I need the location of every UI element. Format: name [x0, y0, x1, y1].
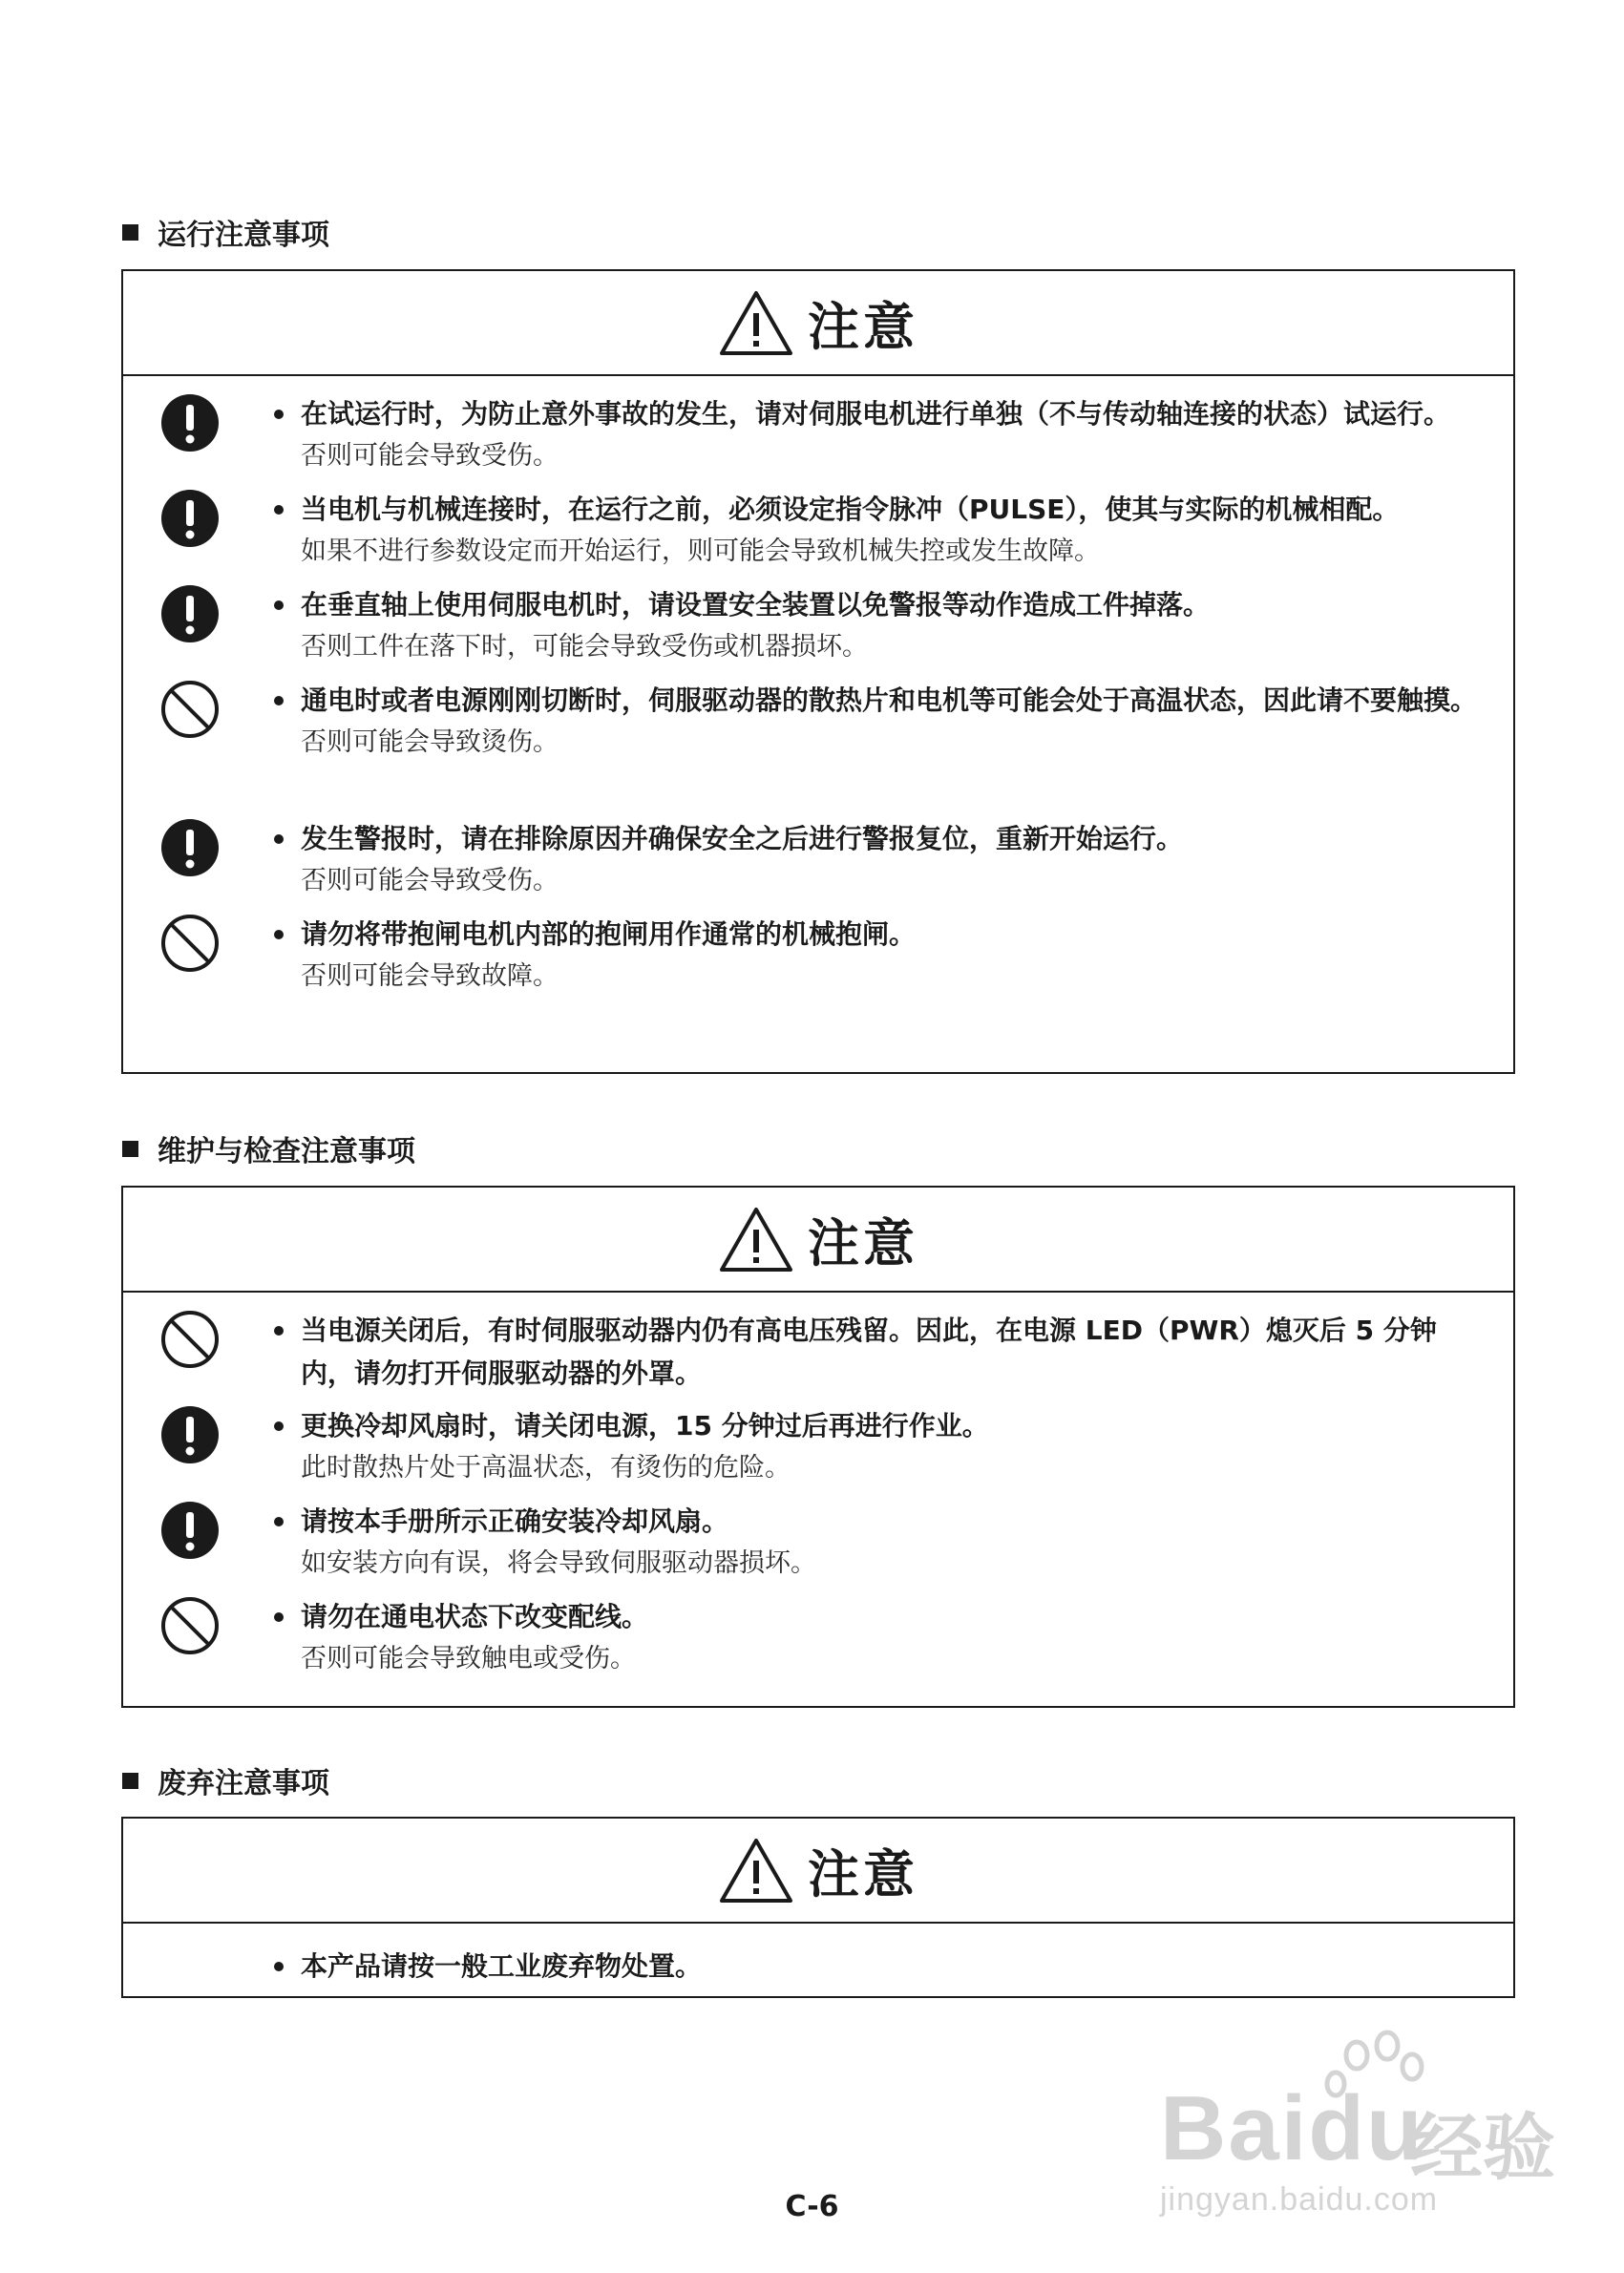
section-heading-operation	[122, 213, 329, 251]
caution-box-operation	[121, 269, 1515, 1074]
bullet-icon	[274, 1612, 284, 1622]
list-item	[123, 1404, 1513, 1490]
list-item	[123, 1309, 1513, 1395]
section-heading-text: 运行注意事项	[158, 219, 329, 252]
item-main-text: 当电机与机械连接时，在运行之前，必须设定指令脉冲（PULSE），使其与实际的机械相配。	[301, 494, 1400, 525]
item-main-text: 发生警报时，请在排除原因并确保安全之后进行警报复位，重新开始运行。	[301, 823, 1184, 854]
caution-title: 注意	[808, 1843, 918, 1905]
caution-header	[123, 271, 1513, 376]
watermark-url: jingyan.baidu.com	[1160, 2181, 1439, 2218]
item-sub-text: 否则可能会导致烫伤。	[301, 727, 559, 757]
item-sub-text: 否则可能会导致受伤。	[301, 866, 559, 895]
warning-triangle-icon	[718, 1836, 794, 1905]
caution-title: 注意	[808, 1212, 918, 1273]
page-number: C-6	[785, 2190, 839, 2223]
list-item	[123, 817, 1513, 903]
item-main-text: 更换冷却风扇时，请关闭电源，15 分钟过后再进行作业。	[301, 1410, 989, 1442]
mandatory-icon	[159, 1404, 221, 1465]
item-sub-text: 否则可能会导致故障。	[301, 961, 559, 991]
bullet-icon	[274, 1326, 284, 1336]
section-heading-disposal	[122, 1761, 329, 1799]
watermark-brand: Baidu	[1160, 2077, 1424, 2179]
square-bullet-icon	[122, 1141, 138, 1157]
item-sub-text: 否则可能会导致受伤。	[301, 441, 559, 471]
mandatory-icon	[159, 392, 221, 453]
item-main-text: 当电源关闭后，有时伺服驱动器内仍有高电压残留。因此，在电源 LED（PWR）熄灭后 5 分钟内，请勿打开伺服驱动器的外罩。	[301, 1315, 1437, 1389]
bullet-icon	[274, 1962, 284, 1971]
bullet-icon	[274, 930, 284, 939]
caution-header	[123, 1188, 1513, 1293]
prohibited-icon	[159, 1595, 221, 1656]
item-main-text: 在试运行时，为防止意外事故的发生，请对伺服电机进行单独（不与传动轴连接的状态）试运行。	[301, 398, 1451, 430]
list-item	[123, 913, 1513, 999]
item-sub-text: 如果不进行参数设定而开始运行，则可能会导致机械失控或发生故障。	[301, 537, 1100, 566]
section-heading-maintenance	[122, 1129, 415, 1168]
bullet-icon	[274, 505, 284, 515]
caution-title: 注意	[808, 296, 918, 357]
item-main-text: 请按本手册所示正确安装冷却风扇。	[301, 1505, 729, 1537]
warning-triangle-icon	[718, 288, 794, 357]
bullet-icon	[274, 1421, 284, 1431]
section-heading-text: 废弃注意事项	[158, 1767, 329, 1800]
item-main-text: 请勿在通电状态下改变配线。	[301, 1601, 649, 1632]
item-main-text: 本产品请按一般工业废弃物处置。	[301, 1950, 703, 1982]
mandatory-icon	[159, 1500, 221, 1561]
prohibited-icon	[159, 679, 221, 740]
caution-box-maintenance	[121, 1186, 1515, 1708]
list-item	[123, 392, 1513, 478]
item-sub-text: 否则工件在落下时，可能会导致受伤或机器损坏。	[301, 632, 868, 662]
prohibited-icon	[159, 1309, 221, 1370]
list-item	[123, 488, 1513, 574]
mandatory-icon	[159, 817, 221, 878]
square-bullet-icon	[122, 224, 138, 241]
mandatory-icon	[159, 583, 221, 644]
list-item	[123, 1595, 1513, 1681]
prohibited-icon	[159, 913, 221, 974]
item-main-text: 通电时或者电源刚刚切断时，伺服驱动器的散热片和电机等可能会处于高温状态，因此请不要触摸。	[301, 684, 1478, 716]
item-sub-text: 如安装方向有误，将会导致伺服驱动器损坏。	[301, 1548, 816, 1578]
bullet-icon	[274, 410, 284, 419]
watermark-brand-cn: 经验	[1410, 2105, 1555, 2190]
bullet-icon	[274, 600, 284, 610]
item-sub-text: 此时散热片处于高温状态，有烫伤的危险。	[301, 1453, 791, 1483]
bullet-icon	[274, 1517, 284, 1526]
bullet-icon	[274, 696, 284, 705]
item-main-text: 请勿将带抱闸电机内部的抱闸用作通常的机械抱闸。	[301, 918, 917, 950]
warning-triangle-icon	[718, 1205, 794, 1273]
list-item	[123, 679, 1513, 808]
list-item	[123, 1945, 1513, 1988]
mandatory-icon	[159, 488, 221, 549]
caution-header	[123, 1819, 1513, 1924]
bullet-icon	[274, 834, 284, 844]
caution-box-disposal	[121, 1817, 1515, 1998]
list-item	[123, 1500, 1513, 1586]
section-heading-text: 维护与检查注意事项	[158, 1135, 415, 1168]
list-item	[123, 583, 1513, 669]
item-main-text: 在垂直轴上使用伺服电机时，请设置安全装置以免警报等动作造成工件掉落。	[301, 589, 1211, 621]
item-sub-text: 否则可能会导致触电或受伤。	[301, 1644, 636, 1673]
square-bullet-icon	[122, 1773, 138, 1789]
